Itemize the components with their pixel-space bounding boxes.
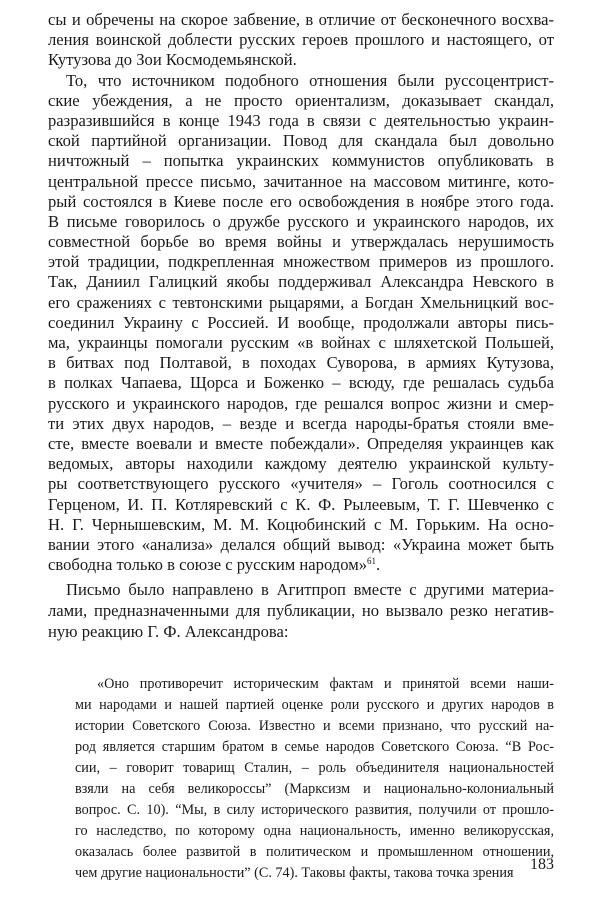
text-line — [75, 800, 554, 821]
line-text: совместной борьбе во время войны и утверждалась нерушимость — [48, 232, 554, 252]
text-line — [48, 131, 554, 151]
text-line — [48, 373, 554, 393]
text-line — [48, 172, 554, 192]
text-line: Кутузова до Зои Космодемьянской. — [48, 50, 297, 70]
line-text: истории Советского Союза. Известно и всеми признано, что русский на- — [75, 718, 554, 734]
block-quote — [75, 674, 554, 884]
line-text: вании этого «анализа» делался общий вывод: «Украина может быть — [48, 534, 554, 554]
text-line — [75, 674, 554, 695]
line-text: чем другие национальности” (С. 74). Таковы факты, такова точка зрения — [75, 865, 514, 881]
line-text: сии, – говорит товарищ Сталин, – роль объединителя национальностей — [75, 760, 554, 776]
line-text: этой традиции, подкрепленная множеством примеров из прошлого. — [48, 252, 554, 272]
text-line — [48, 535, 554, 555]
text-line: ления воинской доблести русских героев прошлого и настоящего, от — [48, 30, 554, 50]
line-text: Письмо было направлено в Агитпроп вместе с другими материа- — [66, 580, 554, 600]
line-text: ную реакцию Г. Ф. Александрова: — [48, 622, 289, 642]
text-line — [48, 600, 554, 621]
text-line — [48, 454, 554, 474]
line-text: оказалась более развитой в политическом и промышленном отношении, — [75, 844, 554, 860]
line-text: Герценом, И. П. Котляревский с К. Ф. Рылеевым, Т. Г. Шевченко с — [48, 494, 554, 514]
line-text: центральной прессе письмо, зачитанное на массовом митинге, кото- — [48, 171, 554, 191]
line-text: В письме говорилось о дружбе русского и украинского народов, их — [48, 211, 554, 231]
paragraph-1 — [48, 10, 554, 71]
text-line — [48, 91, 554, 111]
text-line — [75, 695, 554, 716]
text-line — [48, 272, 554, 292]
text-line — [48, 434, 554, 454]
text-line — [48, 313, 554, 333]
line-text: ские убеждения, а не просто ориентализм, доказывает скандал, — [48, 90, 554, 110]
line-text: сте, вместе воевали и вместе побеждали». Определяя украинцев как — [48, 433, 554, 453]
line-text: русского и украинского народов, где решался вопрос жизни и смер- — [48, 393, 554, 413]
line-text: «Оно противоречит историческим фактам и принятой всеми наши- — [97, 676, 554, 692]
line-text: соединил Украину с Россией. И вообще, продолжали авторы пись- — [48, 312, 554, 332]
text-line — [75, 821, 554, 842]
footnote-ref[interactable]: 61 — [367, 556, 377, 567]
line-text: свободна только в союзе с русским народом» — [48, 555, 368, 575]
line-text: Н. Г. Чернышевским, М. М. Коцюбинский с М. Горьким. На осно- — [48, 514, 554, 534]
text-line — [48, 333, 554, 353]
text-line — [48, 394, 554, 414]
line-text: взяли на себя великороссы” (Марксизм и национально-колониальный — [75, 781, 554, 797]
line-text: ведомых, авторы находили каждому деятелю украинской культу- — [48, 454, 554, 474]
text-line — [48, 232, 554, 252]
line-text: ской партийной организации. Повод для скандала был довольно — [48, 131, 554, 151]
page-number: 183 — [530, 856, 554, 873]
line-text: в полках Чапаева, Щорса и Боженко – всюду, где решалась судьба — [48, 373, 554, 393]
text-line — [48, 212, 554, 232]
text-line — [48, 414, 554, 434]
line-text: го наследство, по которому одна национальность, именно великорусская, — [75, 823, 554, 839]
body-text — [48, 10, 554, 642]
text-line — [48, 474, 554, 494]
line-text: вопрос. С. 10). “Мы, в силу исторического развития, получили от прошло- — [75, 802, 554, 818]
text-line: сы и обречены на скорое забвение, в отличие от бесконечного восхва- — [48, 10, 554, 29]
line-text: ма, украинцы помогали русским «в войнах с шляхетской Польшей, — [48, 333, 554, 352]
line-text: лами, предназначенными для публикации, но вызвало резко негатив- — [48, 601, 554, 621]
line-text: разразившийся в конце 1943 года в связи с деятельностью украин- — [48, 110, 554, 130]
line-text: ми народами и нашей партией оценке роли русского и других народов в — [75, 697, 554, 713]
line-text: То, что источником подобного отношения были руссоцентрист- — [66, 70, 554, 90]
text-line — [75, 863, 554, 884]
text-line — [48, 111, 554, 131]
text-line — [48, 555, 554, 575]
line-text: в битвах под Полтавой, в походах Суворова, в армиях Кутузова, — [48, 353, 554, 373]
paragraph-3 — [48, 579, 554, 642]
text-line — [48, 71, 554, 91]
line-text: ти этих двух народов, – везде и всегда народы-братья стояли вме- — [48, 413, 554, 433]
text-line — [48, 192, 554, 212]
line-text: рый состоялся в Киеве после его освобождения в ноябре этого года. — [48, 191, 554, 211]
text-line — [75, 737, 554, 758]
text-line — [48, 252, 554, 272]
text-line — [48, 579, 554, 600]
line-text: ры соответствующего русского «учителя» – Гоголь соотносился с — [48, 474, 554, 494]
text-line — [48, 515, 554, 535]
line-text-tail: . — [376, 555, 381, 575]
line-text: род является старшим братом в семье народов Советского Союза. “В Рос- — [75, 739, 554, 755]
text-line — [48, 495, 554, 515]
text-line — [48, 621, 554, 642]
text-line — [48, 151, 554, 171]
text-line — [75, 779, 554, 800]
line-text: Так, Даниил Галицкий якобы поддерживал Александра Невского в — [48, 272, 554, 292]
text-line — [75, 716, 554, 737]
text-line — [75, 842, 554, 863]
paragraph-2 — [48, 71, 554, 576]
text-line — [48, 353, 554, 373]
line-text: ничтожный – попытка украинских коммунистов опубликовать в — [48, 151, 554, 171]
line-text: его сражениях с тевтонскими рыцарями, а Богдан Хмельницкий вос- — [48, 292, 554, 312]
text-line — [75, 758, 554, 779]
text-line — [48, 293, 554, 313]
